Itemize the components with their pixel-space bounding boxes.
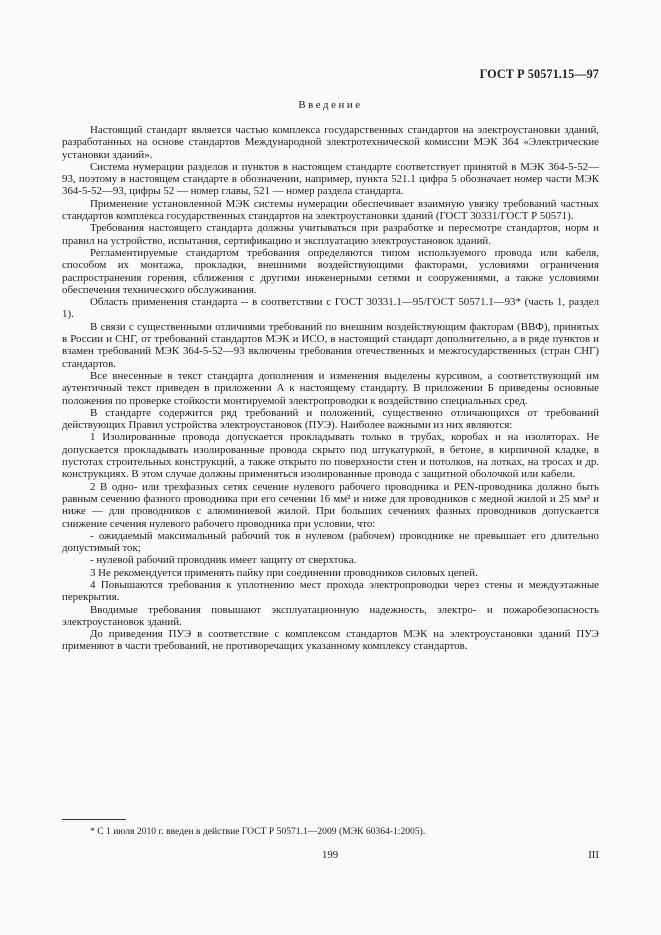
- paragraph: 4 Повышаются требования к уплотнению мест прохода электропроводки через стены и междуэтажные перекрытия.: [62, 578, 599, 604]
- paragraph: Настоящий стандарт является частью комплекса государственных стандартов на электроустановки зданий, разработанных на основе стандартов Международной электротехнической комиссии МЭК 364 «Электрические установки зданий».: [62, 124, 599, 161]
- paragraph: Все внесенные в текст стандарта дополнения и изменения выделены курсивом, а соответствующий им аутентичный текст приведен в приложении А к настоящему стандарту. В приложении Б приведены основные положения по проверке стойкости монтируемой электропроводки к воздействию специальных сред.: [62, 369, 599, 407]
- section-title: Введение: [298, 99, 363, 111]
- paragraph: Вводимые требования повышают эксплуатационную надежность, электро- и пожаробезопасность электроустановок зданий.: [62, 603, 599, 628]
- footnote: * С 1 июля 2010 г. введен в действие ГОСТ Р 50571.1—2009 (МЭК 60364-1:2005).: [90, 826, 426, 837]
- list-item: - нулевой рабочий проводник имеет защиту от сверхтока.: [90, 554, 357, 567]
- paragraph: Система нумерации разделов и пунктов в настоящем стандарте соответствует принятой в МЭК 364-5-52—93, поэтому в настоящем стандарте в обозначении, например, пункта 521.1 цифра 5 обозначает номер части МЭК 364-5-52—93, цифры 52 — номер главы, 521 — номер раздела стандарта.: [62, 160, 599, 198]
- paragraph: В стандарте содержится ряд требований и положений, существенно отличающихся от требований действующих Правил устройства электроустановок (ПУЭ). Наиболее важными из них являются:: [62, 406, 599, 432]
- paragraph: Регламентируемые стандартом требования определяются типом используемого провода или кабеля, способом их монтажа, прокладки, внешними воздействующими факторами, условиями ограничения распространения горения, сближения с другими инженерными сетями и сооружениями, а также условиями обеспечения технического обслуживания.: [62, 246, 599, 296]
- list-item: - ожидаемый максимальный рабочий ток в нулевом (рабочем) проводнике не превышает его длительно допустимый ток;: [62, 529, 599, 555]
- page-roman-number: III: [588, 849, 599, 861]
- page-number: 199: [322, 849, 339, 861]
- footnote-divider: [62, 819, 126, 820]
- paragraph: Требования настоящего стандарта должны учитываться при разработке и пересмотре стандартов, норм и правил на устройство, испытания, сертификацию и эксплуатацию электроустановок зданий.: [62, 222, 599, 247]
- paragraph: 2 В одно- или трехфазных сетях сечение нулевого рабочего проводника и PEN-проводника должно быть равным сечению фазного проводника при его сечении 16 мм² и ниже для проводников с медной жилой и 25 мм² и ниже — для проводников с алюминиевой жилой. При больших сечениях фазных проводников допускается снижение сечения нулевого рабочего проводника при условии, что:: [62, 480, 599, 530]
- standard-number-header: ГОСТ Р 50571.15—97: [479, 67, 599, 81]
- paragraph: 1 Изолированные провода допускается прокладывать только в трубах, коробах и на изоляторах. Не допускается прокладывать изолированные провода скрыто под штукатуркой, в бетоне, в кирпичной кладке, в пустотах строительных конструкций, а также открыто по поверхности стен и потолков, на лотках, на тросах и др. конструкциях. В этом случае должны применяться изолированные провода с защитной оболочкой или кабели.: [62, 431, 599, 481]
- paragraph: До приведения ПУЭ в соответствие с комплексом стандартов МЭК на электроустановки зданий ПУЭ применяют в части требований, не противоречащих указанному комплексу стандартов.: [62, 628, 599, 653]
- main-text: [62, 124, 599, 653]
- paragraph: 3 Не рекомендуется применять пайку при соединении проводников силовых цепей.: [90, 566, 478, 579]
- paragraph: Область применения стандарта -- в соответствии с ГОСТ 30331.1—95/ГОСТ 50571.1—93* (часть 1, раздел 1).: [62, 296, 599, 321]
- paragraph: В связи с существенными отличиями требований по внешним воздействующим факторам (ВВФ), принятых в России и СНГ, от требований стандартов МЭК и ИСО, в настоящий стандарт дополнительно, а в ряде пунктов и взамен требований МЭК 364-5-52—93 включены требования отечественных и межгосударственных (стран СНГ) стандартов.: [62, 320, 599, 370]
- paragraph: Применение установленной МЭК системы нумерации обеспечивает взаимную увязку требований частных стандартов комплекса государственных стандартов на электроустановки зданий (ГОСТ 30331/ГОСТ Р 50571).: [62, 197, 599, 223]
